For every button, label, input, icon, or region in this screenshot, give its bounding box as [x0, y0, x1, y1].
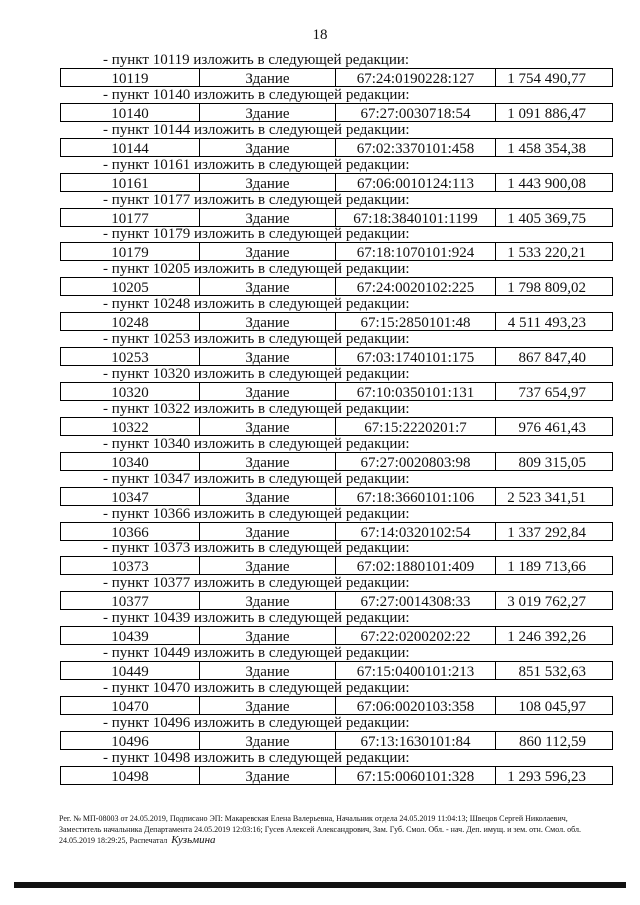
cadastral-value-cell: 4 511 493,23 [496, 312, 613, 331]
object-type-cell: Здание [200, 347, 336, 366]
cadastral-number-cell: 67:15:0060101:328 [336, 766, 496, 785]
table-row [60, 626, 613, 645]
item-number-cell: 10377 [60, 591, 200, 610]
heading-suffix: изложить в следующей редакции: [190, 575, 410, 592]
heading-item-number: 10161 [152, 156, 191, 173]
cadastral-number-cell: 67:14:0320102:54 [336, 522, 496, 541]
cadastral-number-cell: 67:24:0190228:127 [336, 68, 496, 87]
object-type-cell: Здание [200, 103, 336, 122]
heading-prefix: - пункт [103, 52, 153, 68]
amendment-heading [103, 471, 410, 488]
cadastral-value-cell: 860 112,59 [496, 731, 613, 750]
cadastral-value-cell: 1 189 713,66 [496, 556, 613, 575]
item-number-cell: 10373 [60, 556, 200, 575]
heading-suffix: изложить в следующей редакции: [190, 86, 410, 103]
heading-item-number: 10347 [152, 470, 191, 487]
heading-suffix: изложить в следующей редакции: [190, 610, 410, 627]
amendment-block [0, 261, 640, 296]
heading-prefix: - пункт [103, 714, 153, 731]
table-row [60, 68, 613, 87]
heading-item-number: 10439 [152, 610, 191, 627]
heading-prefix: - пункт [103, 261, 153, 278]
cadastral-number-cell: 67:15:2850101:48 [336, 312, 496, 331]
page-number: 18 [312, 27, 328, 43]
table-row [60, 103, 613, 122]
item-number-cell: 10496 [60, 731, 200, 750]
table-row [60, 452, 613, 471]
amendment-block [0, 506, 640, 541]
cadastral-value-cell: 108 045,97 [496, 696, 613, 715]
item-number-cell: 10340 [60, 452, 200, 471]
footer-text: Рег. № МП-08003 от 24.05.2019, Подписано ЭП: Макаревская Елена Валерьевна, Начальник отдела 24.05.2019 11:04:13; Швецов Сергей Николаевич, Заместитель начальника Департамента 24.05.2019 12:03:16; Гусев Алексей Александрович, Зам. Губ. Смол. Обл. - нач. Деп. имущ. и зем. отн. Смол. обл. 24.05.2019 18:29:25, Распечатал [59, 814, 581, 845]
object-type-cell: Здание [200, 487, 336, 506]
heading-item-number: 10449 [152, 645, 191, 662]
heading-prefix: - пункт [103, 296, 153, 313]
heading-suffix: изложить в следующей редакции: [190, 226, 410, 243]
heading-item-number: 10377 [152, 575, 191, 592]
amendment-heading [103, 575, 410, 592]
object-type-cell: Здание [200, 696, 336, 715]
heading-prefix: - пункт [103, 331, 153, 348]
cadastral-value-cell: 1 337 292,84 [496, 522, 613, 541]
heading-item-number: 10498 [152, 749, 191, 766]
heading-suffix: изложить в следующей редакции: [190, 680, 410, 697]
amendment-heading [103, 87, 410, 104]
heading-prefix: - пункт [103, 191, 153, 208]
amendment-heading [103, 540, 410, 557]
cadastral-value-cell: 1 246 392,26 [496, 626, 613, 645]
heading-item-number: 10373 [152, 540, 191, 557]
item-number-cell: 10498 [60, 766, 200, 785]
amendment-block [0, 680, 640, 715]
heading-prefix: - пункт [103, 749, 153, 766]
amendment-block [0, 436, 640, 471]
amendment-heading [103, 680, 410, 697]
cadastral-number-cell: 67:27:0014308:33 [336, 591, 496, 610]
cadastral-value-cell: 1 293 596,23 [496, 766, 613, 785]
table-row [60, 173, 613, 192]
object-type-cell: Здание [200, 452, 336, 471]
heading-suffix: изложить в следующей редакции: [190, 749, 410, 766]
table-row [60, 556, 613, 575]
item-number-cell: 10177 [60, 208, 200, 227]
cadastral-value-cell: 976 461,43 [496, 417, 613, 436]
cadastral-number-cell: 67:18:3840101:1199 [336, 208, 496, 227]
item-number-cell: 10140 [60, 103, 200, 122]
cadastral-number-cell: 67:18:1070101:924 [336, 242, 496, 261]
amendment-heading [103, 226, 410, 243]
object-type-cell: Здание [200, 731, 336, 750]
amendment-block [0, 645, 640, 680]
heading-item-number: 10320 [152, 366, 191, 383]
heading-item-number: 10179 [152, 226, 191, 243]
heading-item-number: 10144 [152, 121, 191, 138]
amendment-heading [103, 192, 410, 209]
cadastral-number-cell: 67:03:1740101:175 [336, 347, 496, 366]
cadastral-number-cell: 67:24:0020102:225 [336, 277, 496, 296]
table-row [60, 277, 613, 296]
cadastral-number-cell: 67:06:0020103:358 [336, 696, 496, 715]
item-number-cell: 10144 [60, 138, 200, 157]
object-type-cell: Здание [200, 277, 336, 296]
heading-prefix: - пункт [103, 680, 153, 697]
amendment-block [0, 401, 640, 436]
object-type-cell: Здание [200, 661, 336, 680]
table-row [60, 522, 613, 541]
object-type-cell: Здание [200, 626, 336, 645]
amendment-heading [103, 436, 410, 453]
heading-prefix: - пункт [103, 435, 153, 452]
heading-suffix: изложить в следующей редакции: [190, 366, 410, 383]
heading-prefix: - пункт [103, 610, 153, 627]
cadastral-value-cell: 2 523 341,51 [496, 487, 613, 506]
table-row [60, 591, 613, 610]
heading-suffix: изложить в следующей редакции: [190, 121, 410, 138]
heading-prefix: - пункт [103, 121, 153, 138]
cadastral-number-cell: 67:10:0350101:131 [336, 382, 496, 401]
heading-suffix: изложить в следующей редакции: [190, 296, 410, 313]
object-type-cell: Здание [200, 556, 336, 575]
heading-suffix: изложить в следующей редакции: [190, 435, 410, 452]
table-row [60, 312, 613, 331]
heading-prefix: - пункт [103, 400, 153, 417]
table-row [60, 487, 613, 506]
object-type-cell: Здание [200, 522, 336, 541]
heading-item-number: 10470 [152, 680, 191, 697]
item-number-cell: 10320 [60, 382, 200, 401]
heading-item-number: 10140 [152, 86, 191, 103]
heading-suffix: изложить в следующей редакции: [189, 52, 410, 68]
object-type-cell: Здание [200, 312, 336, 331]
cadastral-value-cell: 867 847,40 [496, 347, 613, 366]
amendment-block [0, 122, 640, 157]
amendment-heading [103, 122, 410, 139]
cadastral-number-cell: 67:02:3370101:458 [336, 138, 496, 157]
cadastral-value-cell: 3 019 762,27 [496, 591, 613, 610]
cadastral-value-cell: 1 405 369,75 [496, 208, 613, 227]
heading-suffix: изложить в следующей редакции: [190, 505, 410, 522]
amendment-block [0, 157, 640, 192]
object-type-cell: Здание [200, 766, 336, 785]
cadastral-number-cell: 67:06:0010124:113 [336, 173, 496, 192]
heading-suffix: изложить в следующей редакции: [190, 191, 410, 208]
heading-suffix: изложить в следующей редакции: [190, 261, 410, 278]
object-type-cell: Здание [200, 242, 336, 261]
item-number-cell: 10248 [60, 312, 200, 331]
table-row [60, 417, 613, 436]
object-type-cell: Здание [200, 173, 336, 192]
heading-item-number: 10496 [152, 714, 191, 731]
heading-prefix: - пункт [103, 156, 153, 173]
cadastral-value-cell: 1 533 220,21 [496, 242, 613, 261]
item-number-cell: 10366 [60, 522, 200, 541]
table-row [60, 696, 613, 715]
heading-suffix: изложить в следующей редакции: [190, 540, 410, 557]
amendment-heading [103, 401, 410, 418]
heading-item-number: 10205 [152, 261, 191, 278]
amendment-block [0, 610, 640, 645]
item-number-cell: 10347 [60, 487, 200, 506]
amendment-heading [103, 715, 410, 732]
cadastral-value-cell: 1 443 900,08 [496, 173, 613, 192]
amendment-heading [103, 331, 410, 348]
object-type-cell: Здание [200, 68, 336, 87]
table-row [60, 661, 613, 680]
cadastral-value-cell: 851 532,63 [496, 661, 613, 680]
handwritten-signature: Кузьмина [171, 834, 216, 846]
amendment-heading [103, 296, 410, 313]
heading-prefix: - пункт [103, 226, 153, 243]
amendment-heading [103, 506, 410, 523]
heading-suffix: изложить в следующей редакции: [190, 714, 410, 731]
amendment-block [0, 52, 640, 87]
table-row [60, 242, 613, 261]
heading-suffix: изложить в следующей редакции: [190, 156, 410, 173]
cadastral-number-cell: 67:15:2220201:7 [336, 417, 496, 436]
amendment-block [0, 715, 640, 750]
amendment-block [0, 192, 640, 227]
item-number-cell: 10205 [60, 277, 200, 296]
heading-prefix: - пункт [103, 575, 153, 592]
object-type-cell: Здание [200, 591, 336, 610]
item-number-cell: 10119 [60, 68, 200, 87]
object-type-cell: Здание [200, 417, 336, 436]
table-row [60, 208, 613, 227]
heading-prefix: - пункт [103, 540, 153, 557]
item-number-cell: 10449 [60, 661, 200, 680]
bottom-divider [14, 882, 626, 888]
amendment-block [0, 226, 640, 261]
cadastral-value-cell: 1 754 490,77 [496, 68, 613, 87]
cadastral-value-cell: 1 091 886,47 [496, 103, 613, 122]
amendment-block [0, 471, 640, 506]
amendment-heading [103, 157, 410, 174]
cadastral-number-cell: 67:02:1880101:409 [336, 556, 496, 575]
amendment-block [0, 540, 640, 575]
cadastral-value-cell: 737 654,97 [496, 382, 613, 401]
amendment-heading [103, 366, 410, 383]
heading-item-number: 10322 [152, 400, 191, 417]
amendment-heading [103, 750, 410, 767]
object-type-cell: Здание [200, 208, 336, 227]
amendment-heading [103, 645, 410, 662]
heading-item-number: 10366 [152, 505, 191, 522]
object-type-cell: Здание [200, 382, 336, 401]
cadastral-number-cell: 67:27:0020803:98 [336, 452, 496, 471]
item-number-cell: 10322 [60, 417, 200, 436]
heading-item-number: 10119 [152, 52, 190, 68]
item-number-cell: 10179 [60, 242, 200, 261]
heading-prefix: - пункт [103, 470, 153, 487]
object-type-cell: Здание [200, 138, 336, 157]
cadastral-number-cell: 67:22:0200202:22 [336, 626, 496, 645]
table-row [60, 731, 613, 750]
amendment-block [0, 366, 640, 401]
cadastral-value-cell: 1 798 809,02 [496, 277, 613, 296]
item-number-cell: 10439 [60, 626, 200, 645]
cadastral-number-cell: 67:18:3660101:106 [336, 487, 496, 506]
table-row [60, 382, 613, 401]
heading-suffix: изложить в следующей редакции: [190, 645, 410, 662]
amendment-heading [103, 52, 409, 69]
item-number-cell: 10161 [60, 173, 200, 192]
amendment-list [0, 52, 640, 785]
amendment-block [0, 575, 640, 610]
heading-item-number: 10253 [152, 331, 191, 348]
heading-item-number: 10248 [152, 296, 191, 313]
heading-prefix: - пункт [103, 366, 153, 383]
heading-item-number: 10177 [152, 191, 191, 208]
cadastral-value-cell: 1 458 354,38 [496, 138, 613, 157]
item-number-cell: 10470 [60, 696, 200, 715]
heading-item-number: 10340 [152, 435, 191, 452]
heading-prefix: - пункт [103, 86, 153, 103]
heading-suffix: изложить в следующей редакции: [190, 400, 410, 417]
amendment-block [0, 87, 640, 122]
signature-footer [59, 814, 599, 847]
cadastral-value-cell: 809 315,05 [496, 452, 613, 471]
item-number-cell: 10253 [60, 347, 200, 366]
cadastral-number-cell: 67:27:0030718:54 [336, 103, 496, 122]
table-row [60, 347, 613, 366]
amendment-block [0, 296, 640, 331]
cadastral-number-cell: 67:15:0400101:213 [336, 661, 496, 680]
amendment-block [0, 750, 640, 785]
cadastral-number-cell: 67:13:1630101:84 [336, 731, 496, 750]
table-row [60, 138, 613, 157]
heading-suffix: изложить в следующей редакции: [190, 470, 410, 487]
amendment-block [0, 331, 640, 366]
amendment-heading [103, 610, 410, 627]
heading-prefix: - пункт [103, 645, 153, 662]
heading-prefix: - пункт [103, 505, 153, 522]
table-row [60, 766, 613, 785]
heading-suffix: изложить в следующей редакции: [190, 331, 410, 348]
amendment-heading [103, 261, 410, 278]
